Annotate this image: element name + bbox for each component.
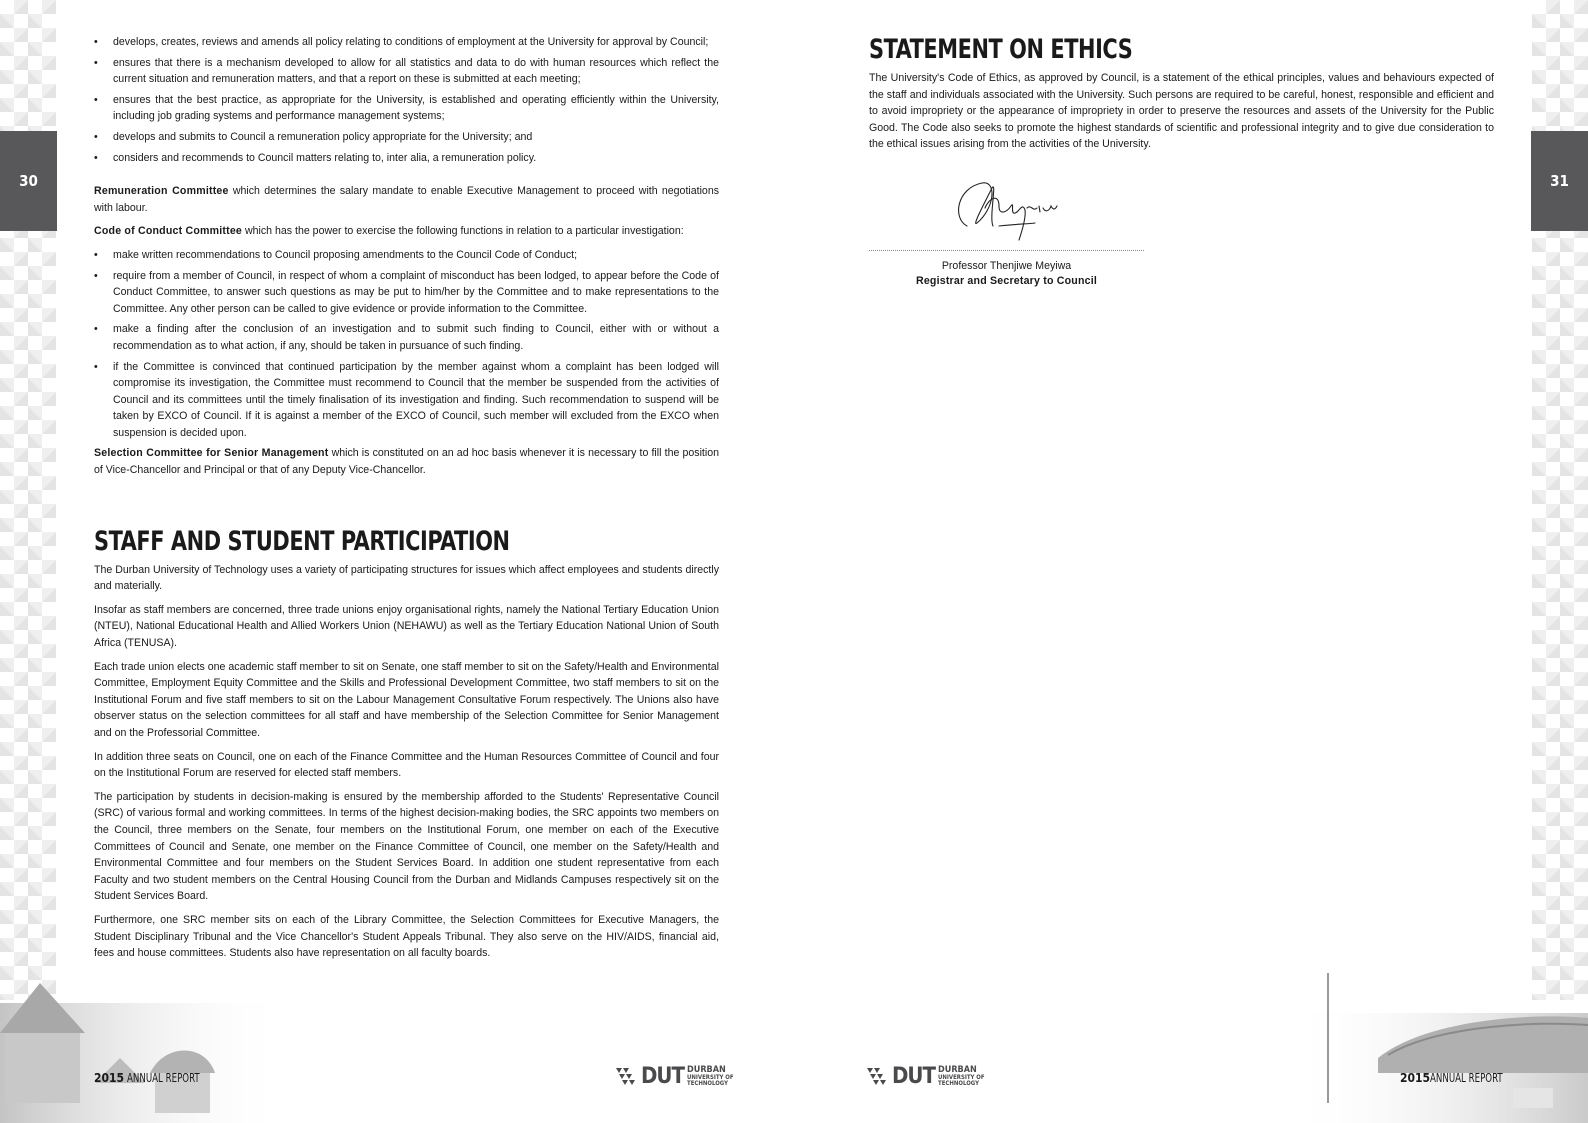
selection-committee-paragraph: Selection Committee for Senior Management which is constituted on an ad hoc basis whenever it is necessary to fill the position of Vice-Chancellor and Principal or that of any Deputy Vice-Chancellor.: [94, 447, 720, 477]
list-item: • ensures that the best practice, as appropriate for the University, is established and operating efficiently within the University, including job grading systems and performance management systems;: [94, 92, 719, 125]
list-item: • require from a member of Council, in respect of whom a complaint of misconduct has been lodged, to appear before the Code of Conduct Committee, to answer such questions as may be put to him/her by the Committee and to make representations to the Committee. Any other person can be called to give evidence or provide information to the Committee.: [94, 268, 719, 318]
footer-annual-report-left: 2015 ANNUAL REPORT: [94, 1071, 201, 1085]
list-item: • make written recommendations to Council proposing amendments to the Council Code of Conduct;: [94, 247, 719, 264]
remuneration-committee-paragraph: Remuneration Committee which determines the salary mandate to enable Executive Management to proceed with negotiations with labour.: [94, 185, 720, 214]
page-number-left: 30: [0, 131, 57, 231]
page-number-right: 31: [1531, 131, 1588, 231]
list-item: • develops, creates, reviews and amends all policy relating to conditions of employment at the University for approval by Council;: [94, 34, 719, 51]
signatory-name: Professor Thenjiwe Meyiwa: [941, 260, 1072, 272]
remuneration-committee-lead: Remuneration Committee: [94, 185, 229, 198]
left-column: [94, 34, 719, 969]
dut-logo-icon: [867, 1068, 889, 1086]
dut-logo-icon: [616, 1068, 638, 1086]
body-paragraph: In addition three seats on Council, one on each of the Finance Committee and the Human Resources Committee of Council and four on the Institutional Forum are reserved for elected staff members.: [94, 750, 719, 780]
conduct-committee-paragraph: Code of Conduct Committee which has the power to exercise the following functions in relation to a particular investigation:: [94, 225, 684, 238]
ethics-paragraph: The University's Code of Ethics, as approved by Council, is a statement of the ethical principles, values and behaviours expected of the staff and individuals associated with the University. Such persons are required to be careful, honest, responsible and efficient and to avoid impropriety or the appearance of impropriety in order to preserve the resources and assets of the University for the Public Good. The Code also seeks to promote the highest standards of scientific and professional integrity and to give due consideration to the ethical issues arising from the activities of the University.: [869, 72, 1494, 151]
list-item: • ensures that there is a mechanism developed to allow for all statistics and data to do with human resources which reflect the current situation and remuneration matters, and that a report on these is submitted at each meeting;: [94, 55, 719, 88]
huts-illustration: [0, 963, 290, 1123]
body-paragraph: Insofar as staff members are concerned, three trade unions enjoy organisational rights, namely the National Tertiary Education Union (NTEU), National Educational Health and Allied Workers Union (NEHAWU) as well as the Tertiary Education National Union of South Africa (TENUSA).: [94, 603, 719, 650]
body-paragraph: The Durban University of Technology uses a variety of participating structures for issues which affect employees and students directly and materially.: [94, 563, 719, 593]
footer-annual-report-right: 2015ANNUAL REPORT: [1400, 1071, 1503, 1085]
list-item: • make a finding after the conclusion of an investigation and to submit such finding to Council, either with or without a recommendation as to what action, if any, should be taken in pursuance of such finding.: [94, 321, 719, 354]
signature-line: [869, 250, 1144, 251]
staff-student-heading: STAFF AND STUDENT PARTICIPATION: [94, 525, 510, 557]
hr-committee-duties-list: [94, 34, 719, 166]
selection-committee-lead: Selection Committee for Senior Management: [94, 447, 329, 460]
list-item: • considers and recommends to Council matters relating to, inter alia, a remuneration policy.: [94, 150, 719, 167]
body-paragraph: Each trade union elects one academic staff member to sit on Senate, one staff member to sit on the Safety/Health and Environmental Committee, Employment Equity Committee and the Skills and Professional Development Committee, two staff members to sit on the Institutional Forum and five staff members to sit on the Labour Management Consultative Forum respectively. The Unions also have observer status on the selection committees for all staff and have membership of the Selection Committee for Senior Management and on the Professorial Committee.: [94, 660, 719, 739]
ethics-heading: STATEMENT ON ETHICS: [869, 34, 1133, 65]
list-item: • if the Committee is convinced that continued participation by the member against whom a complaint has been lodged will compromise its investigation, the Committee must recommend to Council that the member be suspended from the activities of Council and its committees until the timely finalisation of its investigation and finding. Such recommendation to suspend will be taken by EXCO of Council. If it is against a member of the EXCO of Council, such member will excluded from the EXCO when suspension is decided upon.: [94, 359, 719, 442]
conduct-committee-functions-list: [94, 247, 719, 442]
body-paragraph: The participation by students in decision-making is ensured by the membership afforded to the Students' Representative Council (SRC) of various formal and working committees. In terms of the highest decision-making bodies, the SRC appoints two members on the Council, three members on the Senate, four members on the Institutional Forum, one member on each of the Executive Committees of Council and Senate, one member on the Finance Committee of Council, one member on the Safety/Health and Environmental Committee and four members on the Student Services Board. In addition one student representative from each Faculty and two student members on the Central Housing Council from the Durban and Midlands Campuses respectively sit on the Student Services Board.: [94, 790, 719, 903]
signature-block: [869, 168, 1144, 287]
right-column: [869, 34, 1494, 160]
stadium-illustration: [1288, 963, 1588, 1123]
body-paragraph: Furthermore, one SRC member sits on each of the Library Committee, the Selection Committees for Executive Managers, the Student Disciplinary Tribunal and the Vice Chancellor's Student Appeals Tribunal. They also serve on the HIV/AIDS, financial aid, fees and house committees. Students also have representation on all faculty boards.: [94, 913, 719, 960]
dut-logo-right: DUT DURBAN UNIVERSITY OF TECHNOLOGY: [867, 1064, 985, 1089]
list-item: • develops and submits to Council a remuneration policy appropriate for the University; and: [94, 129, 719, 146]
signatory-title: Registrar and Secretary to Council: [915, 275, 1098, 287]
conduct-committee-lead: Code of Conduct Committee: [94, 225, 243, 238]
dut-logo-left: DUT DURBAN UNIVERSITY OF TECHNOLOGY: [616, 1064, 734, 1089]
signature-image: [927, 168, 1087, 248]
